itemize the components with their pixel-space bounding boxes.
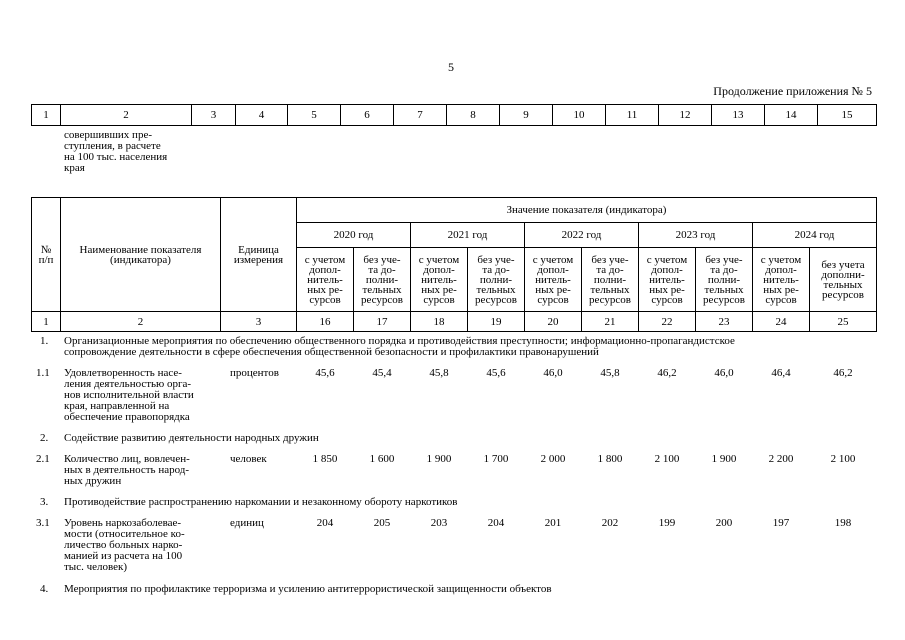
top-num-cell: 6 bbox=[341, 105, 394, 126]
value-cell: 46,2 bbox=[657, 367, 677, 379]
col-number: 22 bbox=[639, 312, 696, 332]
value-cell: 205 bbox=[373, 517, 391, 529]
value-cell: 2 200 bbox=[768, 453, 794, 465]
header-year: 2020 год bbox=[297, 223, 411, 248]
top-num-cell: 3 bbox=[192, 105, 236, 126]
item-number: 3.1 bbox=[36, 517, 50, 529]
header-without-resources: без уче- та до- полни- тельных ресурсов bbox=[696, 248, 753, 312]
value-cell: 202 bbox=[601, 517, 619, 529]
col-number: 23 bbox=[696, 312, 753, 332]
header-without-resources: без уче- та до- полни- тельных ресурсов bbox=[582, 248, 639, 312]
col-number: 25 bbox=[810, 312, 877, 332]
item-unit: человек bbox=[230, 453, 267, 465]
top-num-cell: 8 bbox=[447, 105, 500, 126]
value-cell: 203 bbox=[430, 517, 448, 529]
header-value: Значение показателя (индикатора) bbox=[297, 198, 877, 223]
col-number: 19 bbox=[468, 312, 525, 332]
value-cell: 45,6 bbox=[486, 367, 506, 379]
col-number: 3 bbox=[221, 312, 297, 332]
value-cell: 1 700 bbox=[483, 453, 509, 465]
value-cell: 46,0 bbox=[543, 367, 563, 379]
col-number: 24 bbox=[753, 312, 810, 332]
top-num-cell: 5 bbox=[288, 105, 341, 126]
header-unit: Единица измерения bbox=[221, 198, 297, 312]
value-cell: 1 900 bbox=[426, 453, 452, 465]
top-num-cell: 4 bbox=[236, 105, 288, 126]
carryover-text: совершивших пре- ступления, в расчете на 100 тыс. населения края bbox=[64, 129, 168, 174]
value-cell: 1 900 bbox=[711, 453, 737, 465]
header-name: Наименование показателя (индикатора) bbox=[61, 198, 221, 312]
section-number: 3. bbox=[40, 496, 49, 508]
value-cell: 199 bbox=[658, 517, 676, 529]
value-cell: 204 bbox=[487, 517, 505, 529]
item-name: Количество лиц, вовлечен- ных в деятельность народ- ных дружин bbox=[64, 453, 190, 487]
value-cell: 197 bbox=[772, 517, 790, 529]
col-number: 18 bbox=[411, 312, 468, 332]
value-cell: 1 600 bbox=[369, 453, 395, 465]
value-cell: 46,2 bbox=[833, 367, 853, 379]
section-number: 1. bbox=[40, 335, 49, 347]
value-cell: 200 bbox=[715, 517, 733, 529]
top-num-cell: 13 bbox=[712, 105, 765, 126]
header-with-resources: с учетом допол- нитель- ных ре- сурсов bbox=[639, 248, 696, 312]
value-cell: 1 800 bbox=[597, 453, 623, 465]
value-cell: 198 bbox=[834, 517, 852, 529]
header-without-resources: без уче- та до- полни- тельных ресурсов bbox=[354, 248, 411, 312]
section-title: Мероприятия по профилактике терроризма и усилению антитеррористической защищенности объектов bbox=[64, 583, 552, 595]
header-num: № п/п bbox=[32, 198, 61, 312]
value-cell: 46,4 bbox=[771, 367, 791, 379]
value-cell: 2 000 bbox=[540, 453, 566, 465]
col-number: 17 bbox=[354, 312, 411, 332]
item-name: Уровень наркозаболевае- мости (относительное ко- личество больных нарко- манией из расчета на 100 тыс. человек) bbox=[64, 517, 185, 573]
item-unit: процентов bbox=[230, 367, 279, 379]
top-num-cell: 10 bbox=[553, 105, 606, 126]
value-cell: 204 bbox=[316, 517, 334, 529]
top-num-cell: 15 bbox=[818, 105, 877, 126]
item-name: Удовлетворенность насе- ления деятельностью орга- нов исполнительной власти края, направленной на обеспечение правопорядка bbox=[64, 367, 194, 423]
item-unit: единиц bbox=[230, 517, 264, 529]
item-number: 1.1 bbox=[36, 367, 50, 379]
item-number: 2.1 bbox=[36, 453, 50, 465]
section-title: Противодействие распространению наркомании и незаконному обороту наркотиков bbox=[64, 496, 458, 508]
value-cell: 2 100 bbox=[830, 453, 856, 465]
value-cell: 46,0 bbox=[714, 367, 734, 379]
header-with-resources: с учетом допол- нитель- ных ре- сурсов bbox=[411, 248, 468, 312]
col-number: 16 bbox=[297, 312, 354, 332]
value-cell: 45,8 bbox=[600, 367, 620, 379]
header-year: 2021 год bbox=[411, 223, 525, 248]
col-number: 20 bbox=[525, 312, 582, 332]
header-with-resources: с учетом допол- нитель- ных ре- сурсов bbox=[525, 248, 582, 312]
value-cell: 45,4 bbox=[372, 367, 392, 379]
top-num-cell: 9 bbox=[500, 105, 553, 126]
top-num-cell: 12 bbox=[659, 105, 712, 126]
header-without-resources: без уче- та до- полни- тельных ресурсов bbox=[468, 248, 525, 312]
col-number: 1 bbox=[32, 312, 61, 332]
top-num-cell: 7 bbox=[394, 105, 447, 126]
section-title: Содействие развитию деятельности народных дружин bbox=[64, 432, 319, 444]
continuation-label: Продолжение приложения № 5 bbox=[713, 84, 872, 98]
top-num-cell: 14 bbox=[765, 105, 818, 126]
section-title: Организационные мероприятия по обеспечению общественного порядка и противодействия преступности; информационно-пропагандистское сопровождение деятельности в сфере обеспечения общественной безопасности и профилактики правонарушений bbox=[64, 335, 735, 358]
header-year: 2024 год bbox=[753, 223, 877, 248]
indicator-header-table bbox=[31, 197, 877, 332]
value-cell: 45,8 bbox=[429, 367, 449, 379]
header-without-resources: без учета дополни- тельных ресурсов bbox=[810, 248, 877, 312]
value-cell: 201 bbox=[544, 517, 562, 529]
section-number: 2. bbox=[40, 432, 49, 444]
header-year: 2022 год bbox=[525, 223, 639, 248]
top-numbering-table bbox=[31, 104, 877, 126]
page-number: 5 bbox=[448, 60, 454, 74]
col-number: 2 bbox=[61, 312, 221, 332]
value-cell: 45,6 bbox=[315, 367, 335, 379]
value-cell: 1 850 bbox=[312, 453, 338, 465]
header-with-resources: с учетом допол- нитель- ных ре- сурсов bbox=[297, 248, 354, 312]
section-number: 4. bbox=[40, 583, 49, 595]
top-num-cell: 11 bbox=[606, 105, 659, 126]
top-num-cell: 1 bbox=[32, 105, 61, 126]
col-number: 21 bbox=[582, 312, 639, 332]
header-year: 2023 год bbox=[639, 223, 753, 248]
value-cell: 2 100 bbox=[654, 453, 680, 465]
header-with-resources: с учетом допол- нитель- ных ре- сурсов bbox=[753, 248, 810, 312]
top-num-cell: 2 bbox=[61, 105, 192, 126]
